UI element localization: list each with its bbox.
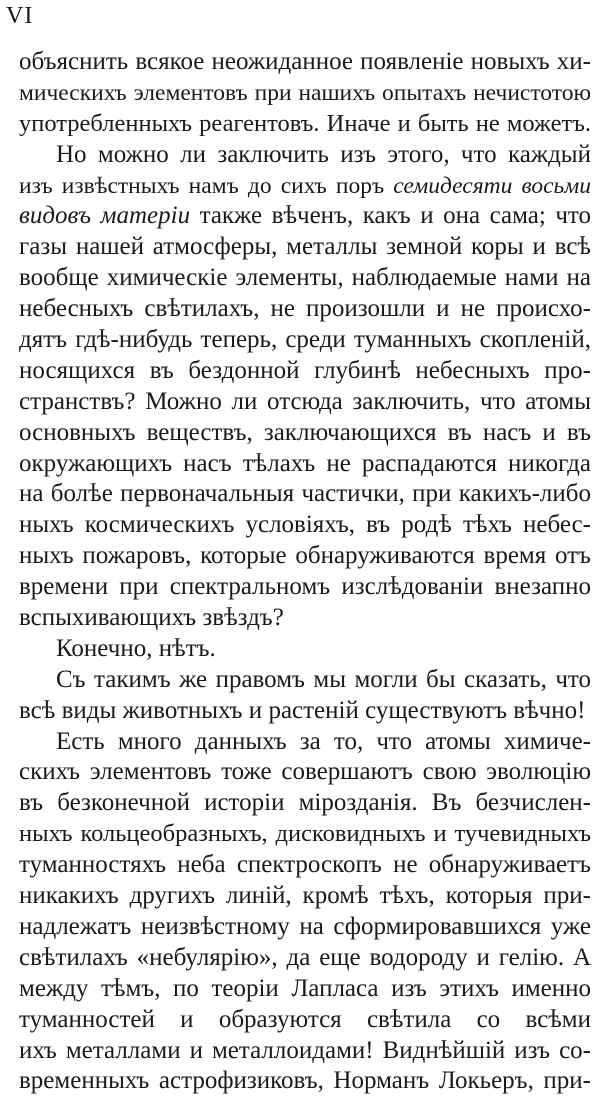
text-line: носящихся въ бездонной глубинѣ небесныхъ про- xyxy=(19,356,591,384)
text-line: въ безконечной исторіи мірозданія. Въ безчислен- xyxy=(19,789,591,817)
text-line: туманностяхъ неба спектроскопъ не обнаруживаетъ xyxy=(19,851,591,879)
text-line: на болѣе первоначальныя частички, при какихъ-либо xyxy=(19,480,591,508)
text-line: окружающихъ насъ тѣлахъ не распадаются никогда xyxy=(19,449,591,477)
text-line: мическихъ элементовъ при нашихъ опытахъ нечистотою xyxy=(19,79,591,106)
italic-run: семидесяти восьми xyxy=(393,172,591,199)
text-line: между тѣмъ, по теоріи Лапласа изъ этихъ именно xyxy=(19,974,591,1002)
text-run: изъ извѣстныхъ намъ до сихъ поръ xyxy=(19,172,394,199)
italic-run: видовъ матеріи xyxy=(19,202,191,230)
text-line: основныхъ веществъ, заключающихся въ насъ и въ xyxy=(19,418,591,446)
text-line: дятъ гдѣ-нибудь теперь, среди туманныхъ скопленій, xyxy=(19,326,591,354)
text-line: никакихъ другихъ линій, кромѣ тѣхъ, которыя при- xyxy=(19,882,591,910)
text-line: всѣ виды животныхъ и растеній существуютъ вѣчно! xyxy=(19,696,586,724)
text-line: употребленныхъ реагентовъ. Иначе и быть не можетъ. xyxy=(19,109,591,137)
text-line: туманностей и образуются свѣтила со всѣми xyxy=(19,1005,591,1033)
text-line: времени при спектральномъ изслѣдованіи внезапно xyxy=(19,573,591,601)
text-line: объяснить всякое неожиданное появленіе новыхъ хи- xyxy=(19,48,591,75)
text-line: надлежатъ неизвѣстному на сформировавшихся уже xyxy=(19,912,591,940)
text-line: скихъ элементовъ тоже совершаютъ свою эволюцію xyxy=(19,758,591,786)
text-line: свѣтилахъ «небулярію», да еще водороду и гелію. А xyxy=(19,943,591,971)
text-line: ихъ металлами и металлоидами! Виднѣйшій изъ со- xyxy=(19,1036,591,1064)
text-line: ныхъ космическихъ условіяхъ, въ родѣ тѣхъ небес- xyxy=(19,511,591,539)
body-text xyxy=(19,47,591,1097)
text-line: ныхъ кольцеобразныхъ, дисковидныхъ и тучевидныхъ xyxy=(19,820,591,848)
text-line: вообще химическіе элементы, наблюдаемые нами на xyxy=(19,264,591,292)
text-line: Есть много данныхъ за то, что атомы химиче- xyxy=(56,727,591,755)
text-line: Но можно ли заключить изъ этого, что каждый xyxy=(56,140,591,168)
text-line xyxy=(19,171,591,202)
text-line: Съ такимъ же правомъ мы могли бы сказать, что xyxy=(56,665,591,693)
text-line xyxy=(19,201,591,232)
text-line: ныхъ пожаровъ, которые обнаруживаются время отъ xyxy=(19,542,591,570)
text-line: вспыхивающихъ звѣздъ? xyxy=(19,604,284,632)
text-line: небесныхъ свѣтилахъ, не произошли и не происхо- xyxy=(19,295,591,323)
page-number: VI xyxy=(6,3,34,29)
text-line: временныхъ астрофизиковъ, Норманъ Локьеръ, при- xyxy=(19,1067,591,1095)
text-line: Конечно, нѣтъ. xyxy=(56,634,216,662)
text-line: странствъ? Можно ли отсюда заключить, что атомы xyxy=(19,387,591,415)
text-line: газы нашей атмосферы, металлы земной коры и всѣ xyxy=(19,233,591,261)
text-run: также вѣченъ, какъ и она сама; что xyxy=(190,202,591,230)
